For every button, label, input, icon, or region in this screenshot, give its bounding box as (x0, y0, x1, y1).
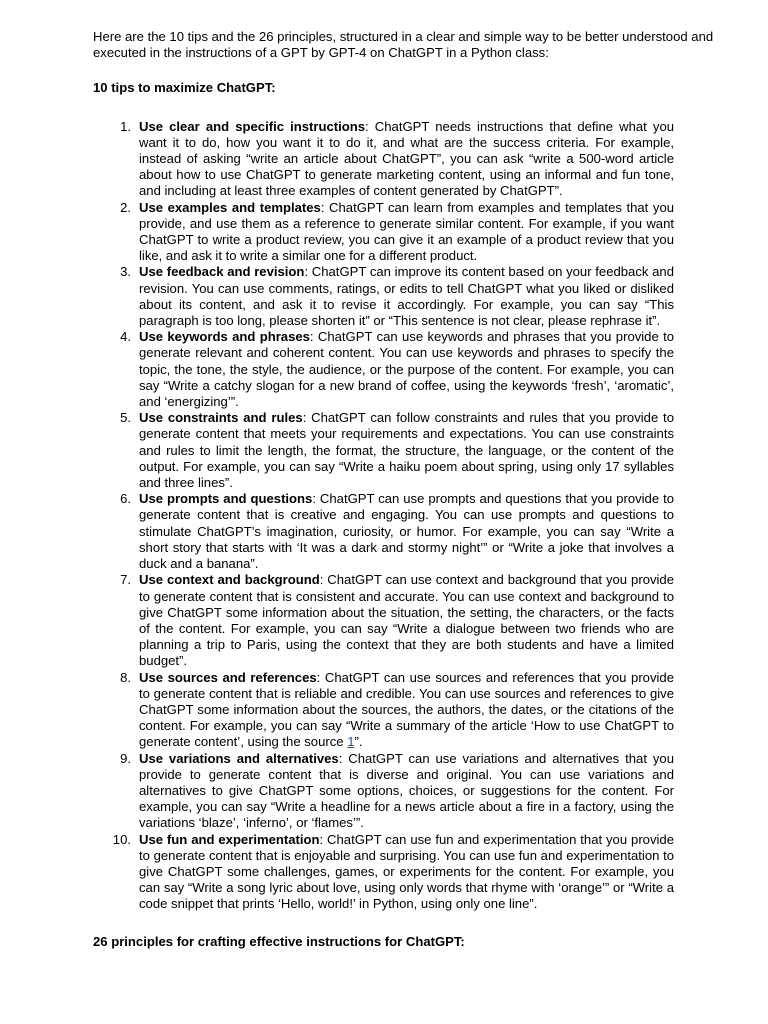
tip-item-2 (93, 200, 715, 265)
tip-number: 5. (120, 410, 131, 426)
tip-item-6 (93, 491, 715, 572)
tip-number: 6. (120, 491, 131, 507)
document-page (93, 29, 715, 950)
tip-text: : ChatGPT can follow constraints and rules that you provide to generate content that meets your requirements and expectations. You can use constraints and rules to limit the length, the format, the structure, the language, or the content of the output. For example, you can say “Write a haiku poem about spring, using only 17 syllables and three lines”. (139, 410, 674, 491)
tip-text: : ChatGPT can use fun and experimentation that you provide to generate content that is enjoyable and surprising. You can use fun and experimentation to give ChatGPT some challenges, games, or experiments for the content. For example, you can say “Write a song lyric about love, using only words that rhyme with ‘orange’” or “Write a code snippet that prints ‘Hello, world!’ in Python, using only one line”. (139, 831, 674, 912)
tip-text: : ChatGPT needs instructions that define what you want it to do, how you want it to do it, and what are the success criteria. For example, instead of asking “write an article about ChatGPT”, you can ask “write a 500-word article about how to use ChatGPT to generate marketing content, using an informal and fun tone, and including at least three examples of content generated by ChatGPT”. (139, 118, 675, 199)
source-reference-link[interactable]: 1 (347, 734, 355, 750)
tips-heading: 10 tips to maximize ChatGPT: (93, 80, 276, 96)
tip-number: 10. (112, 831, 131, 847)
tip-number: 2. (120, 199, 131, 215)
tip-item-10 (93, 832, 715, 913)
tip-title: Use constraints and rules (139, 410, 303, 426)
tip-item-4 (93, 329, 715, 410)
tip-title: Use variations and alternatives (139, 750, 339, 766)
tip-title: Use sources and references (139, 669, 317, 685)
tip-text: : ChatGPT can use variations and alternatives that you provide to generate content that is diverse and original. You can use variations and alternatives to give ChatGPT some options, choices, or suggestions for the content. For example, you can say “Write a headline for a news article about a fire in a factory, using the variations ‘blaze’, ‘inferno’, or ‘flames’”. (139, 750, 674, 831)
tip-item-5 (93, 410, 715, 491)
tip-number: 3. (120, 264, 131, 280)
tip-title: Use examples and templates (139, 199, 321, 215)
tip-title: Use feedback and revision (139, 264, 305, 280)
tip-title: Use context and background (139, 572, 320, 588)
tip-text: : ChatGPT can learn from examples and templates that you provide, and use them as a reference to generate similar content. For example, if you want ChatGPT to write a product review, you can give it an example of a product review that you like, and ask it to write a similar one for a different product. (139, 199, 675, 264)
tip-number: 9. (120, 750, 131, 766)
tip-title: Use prompts and questions (139, 491, 313, 507)
tip-text: : ChatGPT can use prompts and questions that you provide to generate content that is creative and engaging. You can use prompts and questions to stimulate ChatGPT’s imagination, curiosity, or humor. For example, you can say “Write a short story that starts with ‘It was a dark and stormy night’” or “Write a joke that involves a duck and a banana”. (139, 491, 674, 572)
tip-number: 7. (120, 572, 131, 588)
intro-paragraph: Here are the 10 tips and the 26 principles, structured in a clear and simple way to be better understood and executed in the instructions of a GPT by GPT-4 on ChatGPT in a Python class: (93, 29, 714, 61)
tip-text: : ChatGPT can use sources and references that you provide to generate content that is reliable and credible. You can use sources and references to give ChatGPT some information about the sources, the authors, the dates, or the citations of the content. For example, you can say “Write a summary of the article ‘How to use ChatGPT to generate content’, using the source (139, 669, 674, 750)
tip-title: Use clear and specific instructions (139, 118, 366, 134)
tip-item-1 (93, 119, 715, 200)
tips-list (93, 119, 715, 913)
tip-item-3 (93, 264, 715, 329)
tip-text: : ChatGPT can use context and background that you provide to generate content that is consistent and accurate. You can use context and background to give ChatGPT some information about the situation, the setting, the characters, or the facts of the content. For example, you can say “Write a dialogue between two friends who are planning a trip to Paris, using the context that they are both students and have a limited budget”. (139, 572, 674, 669)
tip-title: Use keywords and phrases (139, 329, 310, 345)
tip-text-after-link: ”. (354, 734, 363, 750)
tip-number: 4. (120, 329, 131, 345)
tip-number: 8. (120, 669, 131, 685)
tip-text: : ChatGPT can use keywords and phrases that you provide to generate relevant and coherent content. You can use keywords and phrases to specify the topic, the tone, the style, the audience, or the purpose of the content. For example, you can say “Write a catchy slogan for a new brand of coffee, using the keywords ‘fresh’, ‘aromatic’, and ‘energizing’”. (139, 329, 674, 410)
tip-text: : ChatGPT can improve its content based on your feedback and revision. You can use comments, ratings, or edits to tell ChatGPT what you liked or disliked about its content, and ask it to revise it accordingly. For example, you can say “This paragraph is too long, please shorten it” or “This sentence is not clear, please rephrase it”. (139, 264, 674, 329)
tip-item-8 (93, 670, 715, 751)
tip-title: Use fun and experimentation (139, 831, 320, 847)
principles-heading: 26 principles for crafting effective instructions for ChatGPT: (93, 933, 465, 949)
tip-number: 1. (120, 118, 131, 134)
tip-item-9 (93, 751, 715, 832)
tip-item-7 (93, 572, 715, 669)
